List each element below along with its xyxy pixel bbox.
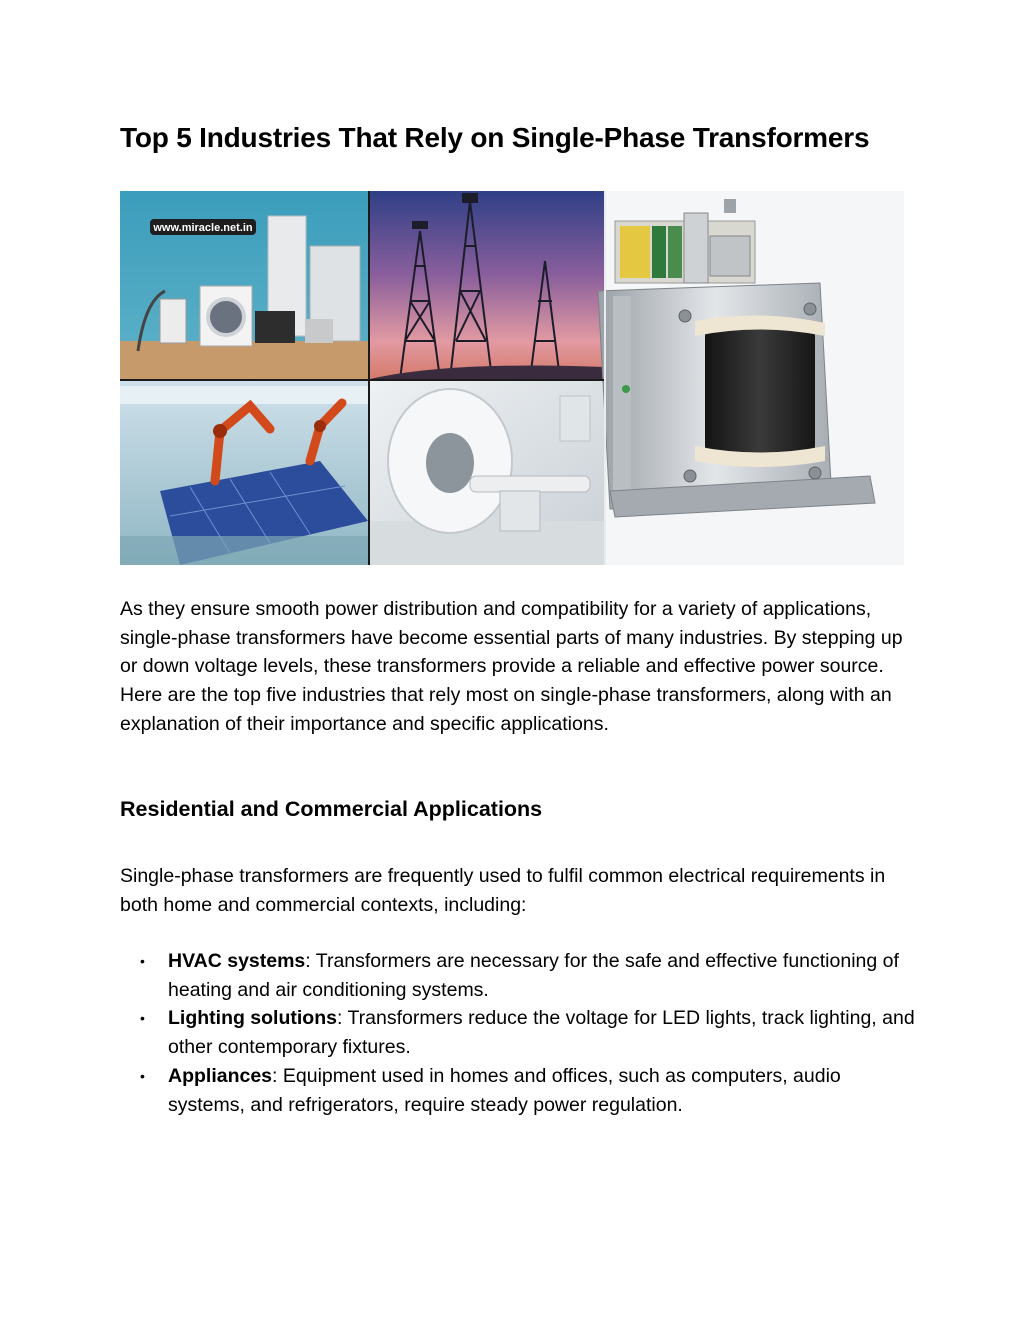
telecom-towers-photo (370, 191, 604, 379)
transformer-product-photo (598, 191, 904, 565)
section-heading-residential-commercial: Residential and Commercial Applications (120, 797, 543, 821)
section-lead-paragraph: Single-phase transformers are frequently used to fulfil common electrical requirements in both home and commercial contexts, including: (120, 865, 886, 916)
bullet-icon: • (140, 1067, 145, 1084)
bullet-icon: • (140, 1010, 145, 1027)
list-item-text: : Transformers reduce the voltage for LED lights, track lighting, and other contemporary fixtures. (168, 1007, 915, 1059)
list-item-hvac (120, 947, 920, 1004)
list-item-term: Lighting solutions (168, 1007, 337, 1030)
hero-collage-image (120, 191, 904, 565)
robotic-factory-photo (120, 381, 368, 565)
applications-list (120, 947, 920, 1119)
list-item-term: HVAC systems (168, 950, 306, 972)
medical-scanner-photo (370, 381, 604, 565)
page-title: Top 5 Industries That Rely on Single-Phase Transformers (120, 122, 870, 153)
watermark-text: www.miracle.net.in (153, 222, 253, 234)
list-item-text: : Transformers are necessary for the safe and effective functioning of heating and air conditioning systems. (168, 950, 899, 1001)
list-item-appliances (120, 1062, 920, 1119)
list-item-lighting (120, 1004, 920, 1061)
appliances-photo (120, 191, 368, 379)
intro-paragraph: As they ensure smooth power distribution and compatibility for a variety of applications, single-phase transformers have become essential parts of many industries. By stepping up or down voltage levels, these transformers provide a reliable and effective power source. Here are the top five industries that rely most on single-phase transformers, along with an explanation of their importance and specific applications. (120, 598, 903, 735)
bullet-icon: • (140, 953, 145, 969)
list-item-text: : Equipment used in homes and offices, such as computers, audio systems, and refrigerators, require steady power regulation. (168, 1064, 841, 1116)
list-item-term: Appliances (168, 1064, 273, 1087)
